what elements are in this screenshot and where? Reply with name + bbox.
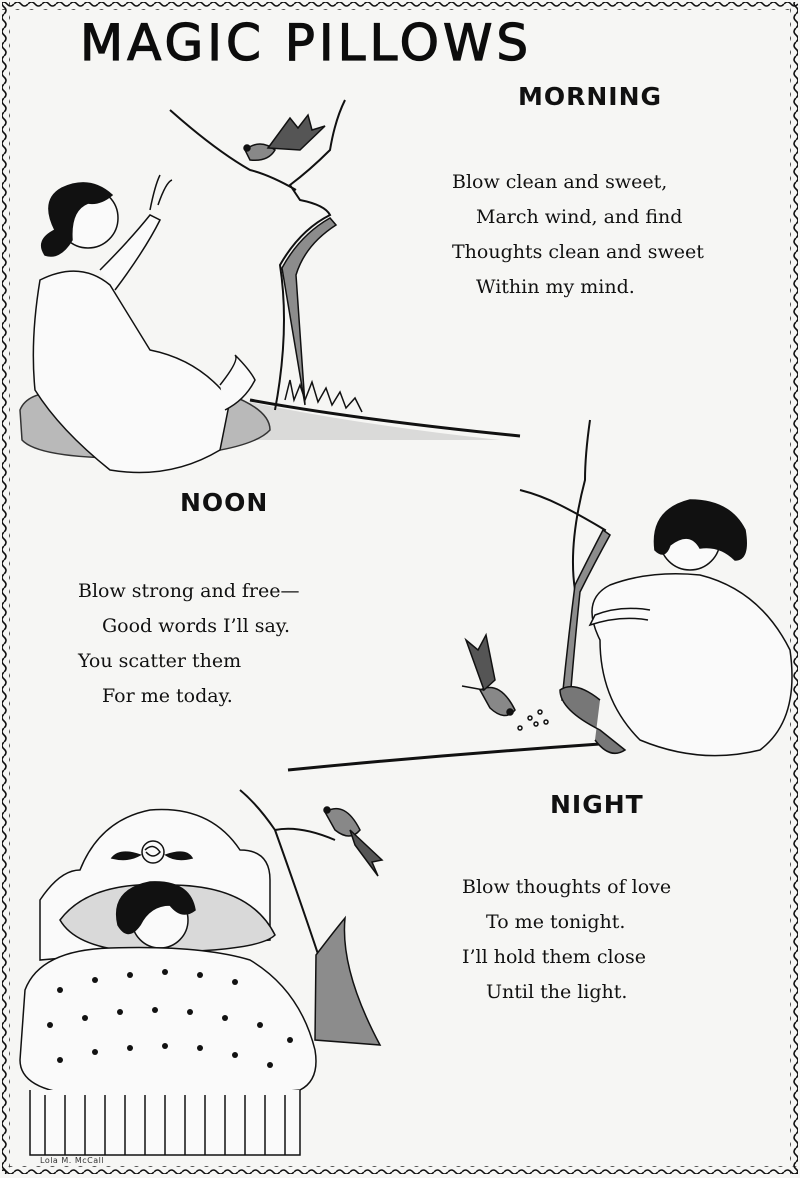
verse-line: You scatter them (78, 650, 242, 672)
night-bird-icon (324, 807, 382, 876)
night-heading: NIGHT (550, 790, 644, 819)
noon-heading: NOON (180, 488, 269, 517)
noon-illustration (288, 420, 792, 770)
verse-line: For me today. (102, 685, 233, 707)
night-illustration (20, 790, 382, 1155)
verse-line: Within my mind. (476, 276, 635, 298)
noon-bird-icon (462, 635, 515, 716)
verse-line: To me tonight. (486, 911, 626, 933)
verse-line: March wind, and find (476, 206, 683, 228)
verse-line: Blow thoughts of love (462, 876, 672, 898)
verse-line: Thoughts clean and sweet (452, 241, 704, 263)
verse-line: Until the light. (486, 981, 628, 1003)
verse-line: I’ll hold them close (462, 946, 647, 968)
verse-line: Blow strong and free— (78, 580, 300, 602)
page-title: MAGIC PILLOWS (80, 14, 533, 72)
morning-heading: MORNING (518, 82, 663, 111)
morning-bird-icon (244, 115, 325, 160)
morning-illustration (20, 100, 520, 473)
verse-line: Blow clean and sweet, (452, 171, 668, 193)
verse-line: Good words I’ll say. (102, 615, 291, 637)
artist-signature: Lola M. McCall (40, 1156, 105, 1165)
